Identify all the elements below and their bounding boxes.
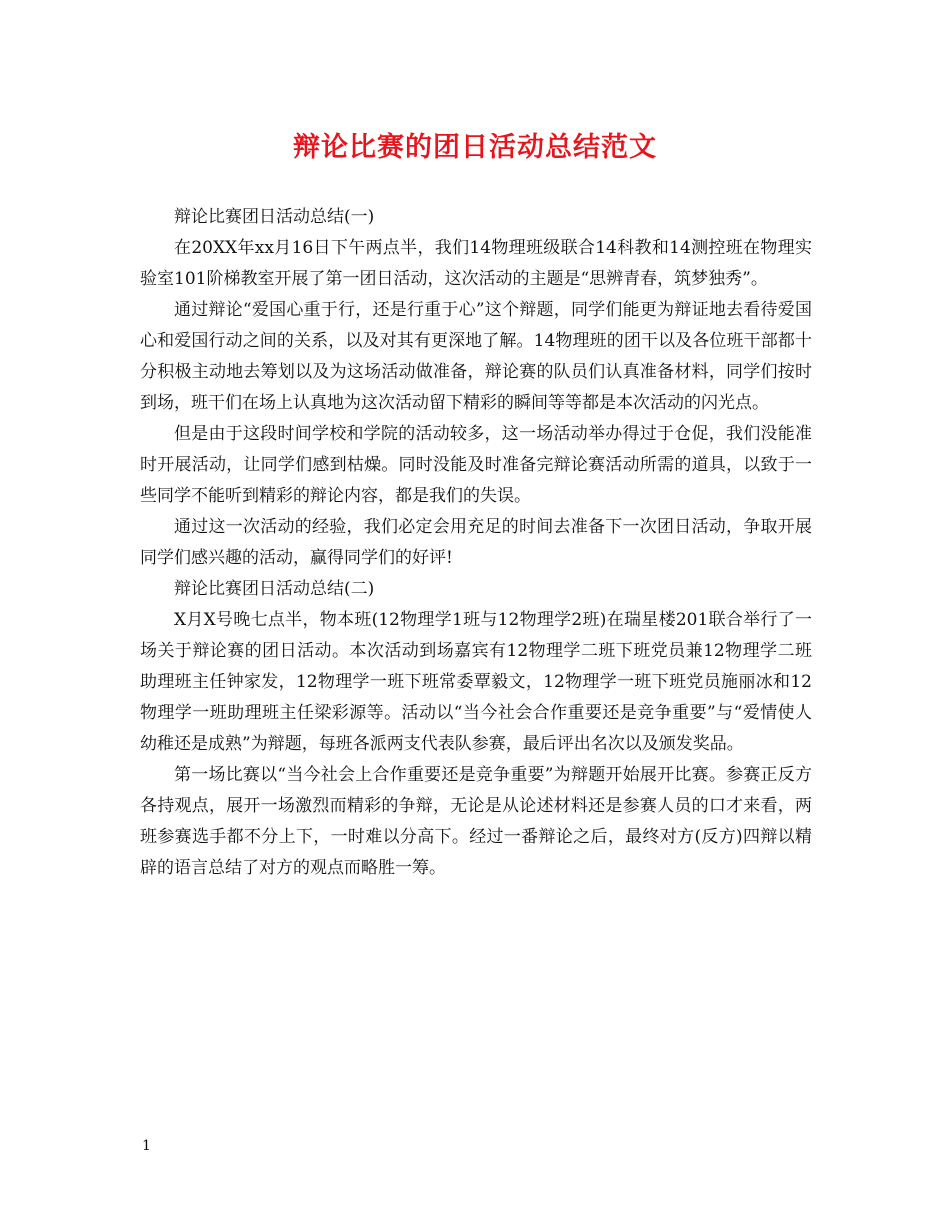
paragraph: X月X号晚七点半，物本班(12物理学1班与12物理学2班)在瑞星楼201联合举行了一场关于辩论赛的团日活动。本次活动到场嘉宾有12物理学二班下班党员兼12物理学二班助理班主任钟家发，12物理学一班下班常委覃毅文，12物理学一班下班党员施丽冰和12物理学一班助理班主任梁彩源等。活动以“当今社会合作重要还是竞争重要”与“爱情使人幼稚还是成熟”为辩题，每班各派两支代表队参赛，最后评出名次以及颁发奖品。 <box>140 610 812 754</box>
section-heading-2: 辩论比赛团日活动总结(二) <box>174 579 375 599</box>
paragraph: 通过辩论“爱国心重于行，还是行重于心”这个辩题，同学们能更为辩证地去看待爱国心和爱国行动之间的关系，以及对其有更深地了解。14物理班的团干以及各位班干部都十分积极主动地去筹划以及为这场活动做准备，辩论赛的队员们认真准备材料，同学们按时到场，班干们在场上认真地为这次活动留下精彩的瞬间等等都是本次活动的闪光点。 <box>140 300 812 413</box>
paragraph: 通过这一次活动的经验，我们必定会用充足的时间去准备下一次团日活动，争取开展同学们感兴趣的活动，赢得同学们的好评! <box>140 517 812 568</box>
paragraph: 在20XX年xx月16日下午两点半，我们14物理班级联合14科教和14测控班在物理实验室101阶梯教室开展了第一团日活动，这次活动的主题是“思辨青春，筑梦独秀”。 <box>140 238 812 289</box>
section-heading-1: 辩论比赛团日活动总结(一) <box>174 207 375 227</box>
page-number: 1 <box>142 1138 151 1154</box>
document-title: 辩论比赛的团日活动总结范文 <box>293 132 657 163</box>
paragraph: 但是由于这段时间学校和学院的活动较多，这一场活动举办得过于仓促，我们没能准时开展活动，让同学们感到枯燥。同时没能及时准备完辩论赛活动所需的道具，以致于一些同学不能听到精彩的辩论内容，都是我们的失误。 <box>140 424 812 506</box>
document-body <box>140 202 812 884</box>
paragraph: 第一场比赛以“当今社会上合作重要还是竞争重要”为辩题开始展开比赛。参赛正反方各持观点，展开一场激烈而精彩的争辩，无论是从论述材料还是参赛人员的口才来看，两班参赛选手都不分上下，一时难以分高下。经过一番辩论之后，最终对方(反方)四辩以精辟的语言总结了对方的观点而略胜一筹。 <box>140 765 812 878</box>
